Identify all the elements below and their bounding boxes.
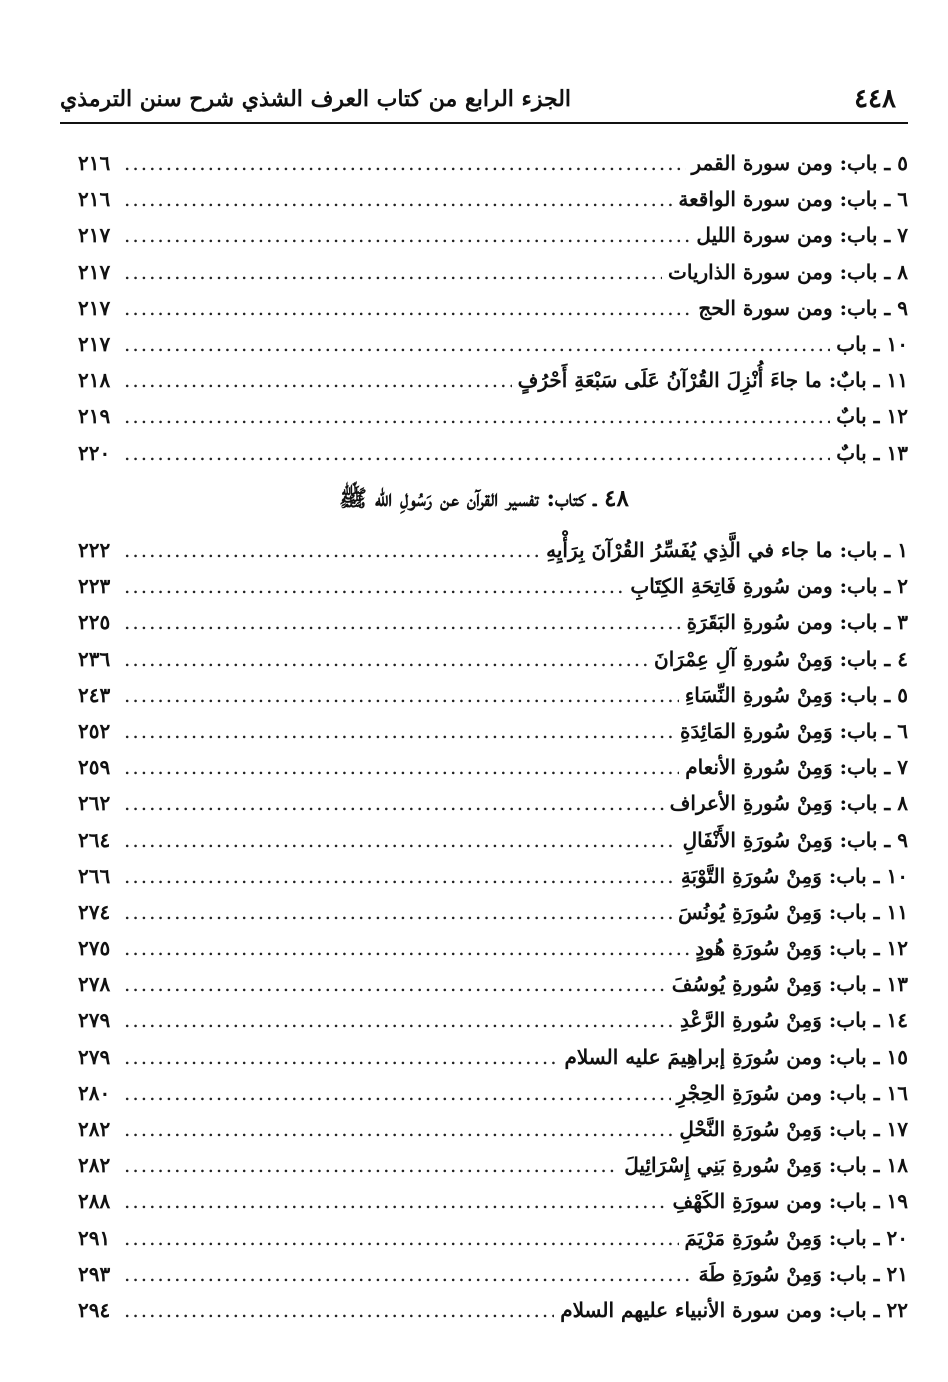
toc-entry — [78, 930, 908, 966]
toc-entry-title: ١٣ ـ باب: وَمِنْ سُورةِ يُوسُفَ — [671, 972, 908, 997]
dot-leader — [124, 181, 672, 217]
dot-leader — [124, 785, 664, 821]
toc-entry-title: ٩ ـ باب: وَمِنْ سُورَةِ الأَنْفَالِ — [682, 827, 908, 852]
toc-entry — [78, 749, 908, 785]
toc-entry — [78, 145, 908, 181]
dot-leader — [124, 435, 830, 471]
toc-entry-title: ٦ ـ باب: ومن سورة الواقعة — [678, 187, 908, 212]
toc-entry-page-number: ٢٢٣ — [78, 574, 111, 599]
toc-entry-title: ٦ ـ باب: وَمِنْ سُورةِ المَائِدَةِ — [680, 718, 908, 743]
toc-entry — [78, 1111, 908, 1147]
toc-entry-page-number: ٢٥٩ — [78, 755, 111, 780]
toc-entry-page-number: ٢١٩ — [78, 404, 111, 429]
toc-entry-title: ١٩ ـ باب: ومن سورَةِ الكَهْفِ — [672, 1189, 908, 1214]
toc-entry-page-number: ٢١٧ — [78, 259, 111, 284]
toc-entry-title: ١١ ـ بابٌ: ما جاءَ أُنْزِلَ القُرْآنُ عَلَى سَبْعَةِ أَحْرُفٍ — [517, 368, 908, 393]
toc-entry-page-number: ٢١٧ — [78, 331, 111, 356]
toc-entry-page-number: ٢٧٩ — [78, 1008, 111, 1033]
toc-entry — [78, 677, 908, 713]
dot-leader — [124, 1147, 618, 1183]
toc-entry-page-number: ٢١٨ — [78, 368, 111, 393]
toc-entry-page-number: ٢٨٢ — [78, 1153, 111, 1178]
toc-entry — [78, 1002, 908, 1038]
toc-entry-title: ٨ ـ باب: ومن سورة الذاريات — [668, 259, 908, 284]
dot-leader — [124, 1183, 667, 1219]
toc-entry-title: ١٨ ـ باب: وَمِنْ سُورةِ بَنِي إِسْرَائِيلَ — [624, 1153, 908, 1178]
toc-entry-page-number: ٢٩٣ — [78, 1261, 111, 1286]
dot-leader — [124, 822, 677, 858]
toc-entry-title: ٧ ـ باب: وَمِنْ سُورةِ الأنعام — [685, 755, 908, 780]
toc-entry-title: ٤ ـ باب: وَمِنْ سُورةِ آلِ عِمْرَانَ — [654, 646, 908, 671]
dot-leader — [124, 217, 690, 253]
page-number: ٤٤٨ — [854, 84, 896, 114]
toc-entry — [78, 532, 908, 568]
dot-leader — [124, 1256, 693, 1292]
dot-leader — [124, 749, 679, 785]
toc-entry-page-number: ٢٨٢ — [78, 1117, 111, 1141]
toc-entry-title: ١٥ ـ باب: ومن سُورَةِ إبراهِيمَ عليه السلام — [564, 1044, 908, 1069]
toc-entry — [78, 713, 908, 749]
toc-entry-page-number: ٢١٧ — [78, 295, 111, 320]
dot-leader — [124, 254, 662, 290]
toc-entry — [78, 966, 908, 1002]
dot-leader — [124, 713, 674, 749]
toc-entry — [78, 217, 908, 253]
toc-entry-title: ٢ ـ باب: ومن سُورةِ فَاتِحَةِ الكِتَابِ — [630, 574, 908, 599]
dot-leader — [124, 326, 830, 362]
dot-leader — [124, 858, 675, 894]
toc-entry-title: ٩ ـ باب: ومن سورة الحج — [698, 295, 908, 320]
toc-section-previous-book — [78, 145, 908, 471]
toc-entry-page-number: ٢١٦ — [78, 151, 111, 175]
toc-entry-page-number: ٢٧٤ — [78, 899, 111, 924]
dot-leader — [124, 1111, 673, 1147]
toc-entry-title: ١٢ ـ باب: وَمِنْ سُورَةِ هُودٍ — [695, 936, 908, 961]
dot-leader — [124, 362, 512, 398]
toc-entry-page-number: ٢٣٦ — [78, 646, 111, 671]
dot-leader — [124, 1002, 674, 1038]
dot-leader — [124, 894, 672, 930]
toc-entry — [78, 181, 908, 217]
toc-entry-title: ١٦ ـ باب: ومن سُورَةِ الحِجْرِ — [676, 1080, 908, 1105]
toc-entry — [78, 785, 908, 821]
toc-entry-title: ٣ ـ باب: ومن سُورةِ البَقَرَةِ — [686, 610, 908, 635]
dot-leader — [124, 1039, 558, 1075]
toc-entry — [78, 858, 908, 894]
toc-entry — [78, 1256, 908, 1292]
dot-leader — [124, 568, 624, 604]
toc-entry — [78, 1220, 908, 1256]
toc-entry-title: ٥ ـ باب: وَمِنْ سُورةِ النِّسَاءِ — [684, 682, 908, 707]
toc-entry-page-number: ٢٩١ — [78, 1225, 111, 1250]
toc-entry-title: ١٣ ـ بابٌ — [836, 440, 908, 465]
toc-entry — [78, 1039, 908, 1075]
toc-entry-title: ٢١ ـ باب: وَمِنْ سُورَةِ طَهَ — [698, 1261, 908, 1286]
toc-entry-page-number: ٢١٦ — [78, 187, 111, 212]
dot-leader — [124, 398, 830, 434]
toc-entry — [78, 362, 908, 398]
toc-entry — [78, 435, 908, 471]
toc-entry-page-number: ٢٨٨ — [78, 1189, 111, 1214]
toc-entry-title: ٧ ـ باب: ومن سورة الليل — [696, 223, 908, 248]
toc-entry-page-number: ٢٨٠ — [78, 1080, 111, 1105]
toc-entry-title: ٥ ـ باب: ومن سورة القمر — [691, 151, 908, 175]
toc-entry-title: ١٠ ـ باب — [836, 331, 908, 356]
toc-entry — [78, 604, 908, 640]
toc-entry — [78, 1183, 908, 1219]
toc-entry — [78, 568, 908, 604]
toc-entry-title: ١ ـ باب: ما جاء في الَّذِي يُفَسِّرُ القُرْآنَ بِرَأْيِهِ — [546, 538, 908, 562]
toc-entry-title: ١٤ ـ باب: وَمِنْ سُورةِ الرَّعْدِ — [680, 1008, 908, 1033]
dot-leader — [124, 1075, 671, 1111]
dot-leader — [124, 1220, 679, 1256]
toc-entry — [78, 822, 908, 858]
toc-entry — [78, 254, 908, 290]
toc-entry-page-number: ٢٧٥ — [78, 936, 111, 961]
toc-entry — [78, 290, 908, 326]
toc-entry-page-number: ٢٧٩ — [78, 1044, 111, 1069]
toc-entry-page-number: ٢٦٢ — [78, 791, 111, 816]
toc-entry — [78, 1075, 908, 1111]
toc-entry-page-number: ٢٦٦ — [78, 863, 111, 888]
toc-entry-page-number: ٢٦٤ — [78, 827, 111, 852]
toc-entry-page-number: ٢٤٣ — [78, 682, 111, 707]
dot-leader — [124, 1292, 554, 1328]
dot-leader — [124, 145, 686, 181]
toc-entry-page-number: ٢٧٨ — [78, 972, 111, 997]
dot-leader — [124, 966, 666, 1002]
dot-leader — [124, 290, 692, 326]
toc-entry-page-number: ٢٩٤ — [78, 1297, 111, 1322]
toc-entry-title: ٨ ـ باب: وَمِنْ سُورةِ الأعراف — [669, 791, 908, 816]
dot-leader — [124, 532, 540, 568]
toc-entry-title: ١٠ ـ باب: وَمِنْ سُورَةِ التَّوْبَةِ — [680, 863, 908, 888]
toc-entry-title: ١٢ ـ بابٌ — [836, 404, 908, 429]
toc-entry-title: ١١ ـ باب: وَمِنْ سُورَةِ يُونُسَ — [678, 899, 908, 924]
toc-entry — [78, 398, 908, 434]
toc-entry-page-number: ٢٥٢ — [78, 718, 111, 743]
dot-leader — [124, 677, 679, 713]
book-heading: ٤٨ ـ كتاب: تفسير القرآن عن رَسُولِ الله ﷺ — [339, 485, 629, 512]
toc-entry-title: ١٧ ـ باب: وَمِنْ سُورَةِ النَّحْلِ — [679, 1117, 908, 1141]
toc-entry-title: ٢٢ ـ باب: ومن سورة الأنبياء عليهم السلام — [560, 1297, 908, 1322]
dot-leader — [124, 604, 681, 640]
toc-entry — [78, 641, 908, 677]
dot-leader — [124, 930, 689, 966]
toc-entry — [78, 894, 908, 930]
toc-entry-page-number: ٢٢٥ — [78, 610, 111, 635]
toc-entry — [78, 1292, 908, 1328]
toc-entry — [78, 326, 908, 362]
toc-entry-page-number: ٢٢٢ — [78, 538, 111, 562]
toc-entry-title: ٢٠ ـ باب: وَمِنْ سُورَةِ مَرْيَمَ — [684, 1225, 908, 1250]
dot-leader — [124, 641, 648, 677]
running-title: الجزء الرابع من كتاب العرف الشذي شرح سنن الترمذي — [60, 86, 572, 112]
toc-entry-page-number: ٢٢٠ — [78, 440, 111, 465]
toc-section-tafsir — [78, 532, 908, 1328]
toc-entry — [78, 1147, 908, 1183]
toc-entry-page-number: ٢١٧ — [78, 223, 111, 248]
page-header — [60, 80, 908, 124]
